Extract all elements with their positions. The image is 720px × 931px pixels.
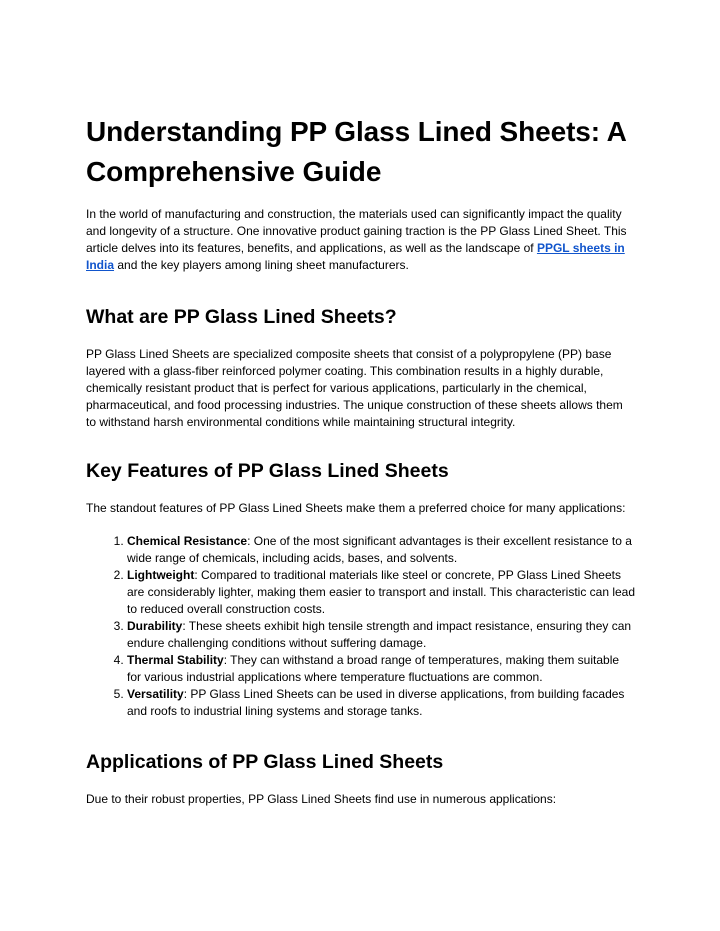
intro-text-after-link: and the key players among lining sheet manufacturers. (114, 258, 409, 272)
ppgl-sheets-india-link[interactable]: PPGL sheets in India (86, 241, 625, 272)
section-applications-intro: Due to their robust properties, PP Glass Lined Sheets find use in numerous applications: (86, 792, 557, 806)
section-features-intro: The standout features of PP Glass Lined Sheets make them a preferred choice for many applications: (86, 501, 626, 515)
feature-text: : These sheets exhibit high tensile strength and impact resistance, ensuring they can endure challenging conditions without suffering damage. (127, 619, 632, 650)
feature-term: Thermal Stability (127, 653, 224, 667)
section-heading-features: Key Features of PP Glass Lined Sheets (86, 460, 449, 482)
list-item (127, 567, 636, 618)
features-list (86, 533, 636, 720)
intro-paragraph (86, 206, 636, 274)
feature-term: Durability (127, 619, 183, 633)
feature-text: : Compared to traditional materials like steel or concrete, PP Glass Lined Sheets are considerably lighter, making them easier to transport and install. This characteristic can lead to reduced overall construction costs. (127, 568, 636, 616)
section-heading-what: What are PP Glass Lined Sheets? (86, 306, 397, 328)
feature-text: : One of the most significant advantages is their excellent resistance to a wide range of chemicals, including acids, bases, and solvents. (127, 534, 632, 565)
feature-text: : PP Glass Lined Sheets can be used in diverse applications, from building facades and roofs to industrial lining systems and storage tanks. (127, 687, 625, 718)
document-page (86, 112, 636, 808)
list-item (127, 686, 636, 720)
section-heading-applications: Applications of PP Glass Lined Sheets (86, 751, 444, 773)
section-what-paragraph: PP Glass Lined Sheets are specialized composite sheets that consist of a polypropylene (PP) base layered with a glass-fiber reinforced polymer coating. This combination results in a highly durable, chemically resistant product that is perfect for various applications, particularly in the chemical, pharmaceutical, and food processing industries. The unique construction of these sheets allows them to withstand harsh environmental conditions while maintaining structural integrity. (86, 347, 623, 429)
feature-text: : They can withstand a broad range of temperatures, making them suitable for various industrial applications where temperature fluctuations are common. (127, 653, 620, 684)
feature-term: Lightweight (127, 568, 195, 582)
list-item (127, 618, 636, 652)
page-title: Understanding PP Glass Lined Sheets: A Comprehensive Guide (86, 116, 626, 187)
intro-text-before-link: In the world of manufacturing and construction, the materials used can significantly impact the quality and longevity of a structure. One innovative product gaining traction is the PP Glass Lined Sheet. This article delves into its features, benefits, and applications, as well as the landscape of (86, 207, 627, 255)
feature-term: Chemical Resistance (127, 534, 248, 548)
feature-term: Versatility (127, 687, 184, 701)
list-item (127, 533, 636, 567)
list-item (127, 652, 636, 686)
